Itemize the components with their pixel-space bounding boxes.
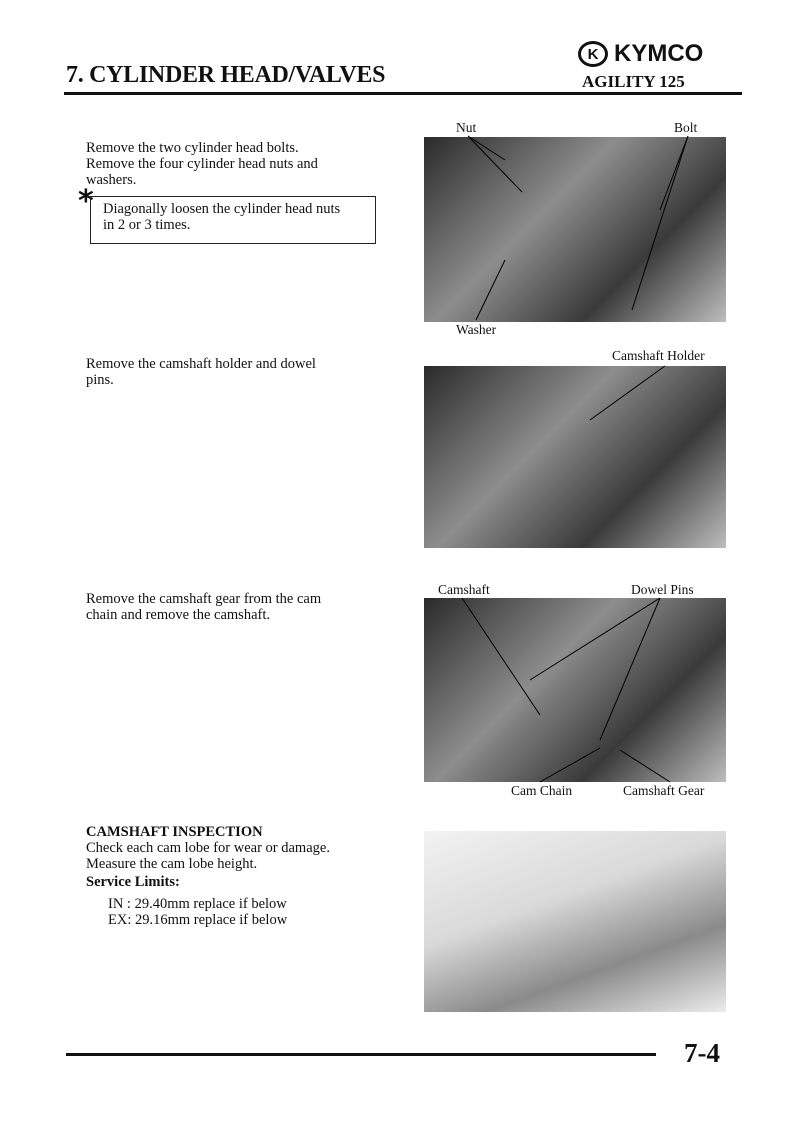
inspection-section [86, 824, 330, 928]
model-name: AGILITY 125 [582, 72, 685, 91]
label-camshaft-holder: Camshaft Holder [612, 348, 705, 363]
brand-name: KYMCO [614, 40, 704, 67]
text-line: Remove the two cylinder head bolts. [86, 140, 299, 156]
limit-in: IN : 29.40mm replace if below [108, 896, 287, 912]
text-line: pins. [86, 372, 114, 388]
asterisk-icon: * [78, 184, 94, 219]
step2-text [86, 356, 316, 388]
photo-micrometer-measurement [424, 831, 726, 1012]
text-line: Measure the cam lobe height. [86, 856, 258, 872]
page-number: 7-4 [684, 1038, 720, 1068]
kymco-logo-icon: K [578, 41, 608, 67]
photo-camshaft-holder [424, 366, 726, 548]
text-line: Remove the camshaft gear from the cam [86, 591, 322, 607]
text-line: chain and remove the camshaft. [86, 607, 270, 623]
label-bolt: Bolt [674, 120, 698, 135]
label-camshaft-gear: Camshaft Gear [623, 783, 705, 798]
photo-cylinder-head-nuts [424, 137, 726, 322]
step1-text [86, 140, 318, 188]
label-camshaft: Camshaft [438, 582, 490, 597]
text-line: Remove the camshaft holder and dowel [86, 356, 316, 372]
limit-ex: EX: 29.16mm replace if below [108, 912, 288, 928]
footer-rule [66, 1053, 656, 1056]
label-dowel-pins: Dowel Pins [631, 582, 694, 597]
header-rule [64, 92, 742, 95]
text-line: washers. [86, 172, 137, 188]
label-washer: Washer [456, 322, 497, 337]
service-limits-heading: Service Limits: [86, 874, 180, 890]
caution-note [90, 196, 376, 244]
text-line: Remove the four cylinder head nuts and [86, 156, 318, 172]
step3-text [86, 591, 321, 623]
label-cam-chain: Cam Chain [511, 783, 573, 798]
label-nut: Nut [456, 120, 477, 135]
note-line: in 2 or 3 times. [103, 217, 191, 233]
text-line: Check each cam lobe for wear or damage. [86, 840, 330, 856]
photo-camshaft [424, 598, 726, 782]
section-heading: CAMSHAFT INSPECTION [86, 824, 263, 840]
kymco-logo [578, 40, 703, 68]
page-title: 7. CYLINDER HEAD/VALVES [66, 62, 386, 88]
note-line: Diagonally loosen the cylinder head nuts [103, 201, 341, 217]
